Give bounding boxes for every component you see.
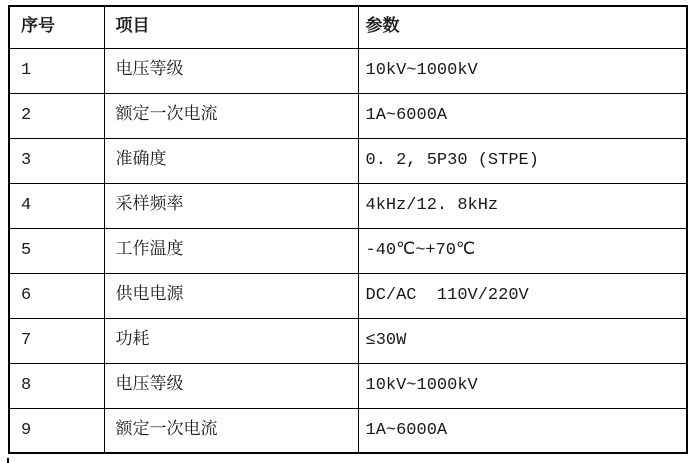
cell-index: 9 — [9, 408, 104, 453]
cell-param: DC/AC 110V/220V — [358, 273, 687, 318]
cell-item: 额定一次电流 — [104, 93, 358, 138]
cell-item: 采样频率 — [104, 183, 358, 228]
table-body — [9, 48, 687, 453]
cell-index: 5 — [9, 228, 104, 273]
spec-table — [8, 5, 688, 454]
table-row — [9, 318, 687, 363]
column-header-item: 项目 — [104, 6, 358, 48]
table-continuation-mark — [7, 458, 9, 463]
cell-param: 10kV~1000kV — [358, 48, 687, 93]
cell-index: 1 — [9, 48, 104, 93]
cell-param: ≤30W — [358, 318, 687, 363]
table-row — [9, 273, 687, 318]
cell-param: -40℃~+70℃ — [358, 228, 687, 273]
table-row — [9, 228, 687, 273]
cell-item: 工作温度 — [104, 228, 358, 273]
column-header-param: 参数 — [358, 6, 687, 48]
table-row — [9, 93, 687, 138]
cell-item: 供电电源 — [104, 273, 358, 318]
cell-index: 3 — [9, 138, 104, 183]
cell-index: 6 — [9, 273, 104, 318]
cell-param: 10kV~1000kV — [358, 363, 687, 408]
cell-item: 电压等级 — [104, 363, 358, 408]
cell-index: 2 — [9, 93, 104, 138]
cell-param: 4kHz/12. 8kHz — [358, 183, 687, 228]
cell-param: 1A~6000A — [358, 93, 687, 138]
cell-index: 4 — [9, 183, 104, 228]
table-row — [9, 138, 687, 183]
cell-item: 电压等级 — [104, 48, 358, 93]
table-row — [9, 48, 687, 93]
cell-param: 0. 2, 5P30 (STPE) — [358, 138, 687, 183]
table-row — [9, 363, 687, 408]
cell-param: 1A~6000A — [358, 408, 687, 453]
cell-item: 功耗 — [104, 318, 358, 363]
table-row — [9, 408, 687, 453]
cell-item: 准确度 — [104, 138, 358, 183]
cell-index: 8 — [9, 363, 104, 408]
column-header-index: 序号 — [9, 6, 104, 48]
table-row — [9, 183, 687, 228]
header-row — [9, 6, 687, 48]
cell-item: 额定一次电流 — [104, 408, 358, 453]
cell-index: 7 — [9, 318, 104, 363]
